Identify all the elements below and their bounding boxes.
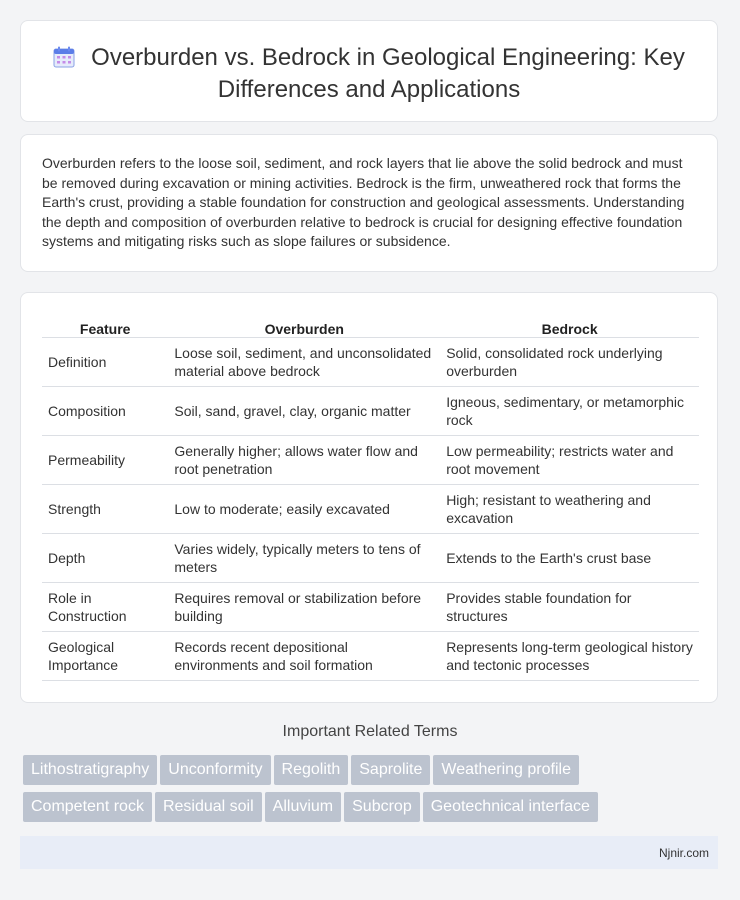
- related-term-tag[interactable]: Competent rock: [23, 792, 152, 822]
- table-row: [42, 338, 699, 387]
- table-body: [42, 338, 699, 681]
- comparison-card: [20, 292, 718, 703]
- cell-overburden: Records recent depositional environments and soil formation: [168, 632, 440, 681]
- cell-overburden: Low to moderate; easily excavated: [168, 485, 440, 534]
- cell-overburden: Loose soil, sediment, and unconsolidated material above bedrock: [168, 338, 440, 387]
- cell-bedrock: Extends to the Earth's crust base: [440, 534, 699, 583]
- header-feature: Feature: [42, 315, 168, 338]
- related-term-tag[interactable]: Regolith: [274, 755, 349, 785]
- title-line-1: Overburden vs. Bedrock in Geological Engineering: Key: [91, 44, 685, 71]
- table-header-row: [42, 315, 699, 338]
- header-overburden: Overburden: [168, 315, 440, 338]
- table-row: [42, 485, 699, 534]
- related-term-tag[interactable]: Unconformity: [160, 755, 270, 785]
- related-terms-list: [23, 755, 723, 829]
- cell-feature: Permeability: [42, 436, 168, 485]
- cell-feature: Composition: [42, 387, 168, 436]
- related-term-tag[interactable]: Geotechnical interface: [423, 792, 598, 822]
- cell-bedrock: Provides stable foundation for structures: [440, 583, 699, 632]
- title-line-2: Differences and Applications: [217, 76, 521, 103]
- cell-bedrock: High; resistant to weathering and excavation: [440, 485, 699, 534]
- title-card: [20, 20, 718, 122]
- related-term-tag[interactable]: Residual soil: [155, 792, 262, 822]
- page-title: [21, 43, 717, 104]
- cell-feature: Role in Construction: [42, 583, 168, 632]
- cell-overburden: Generally higher; allows water flow and root penetration: [168, 436, 440, 485]
- table-row: [42, 583, 699, 632]
- related-term-tag[interactable]: Alluvium: [265, 792, 341, 822]
- table-row: [42, 387, 699, 436]
- cell-overburden: Soil, sand, gravel, clay, organic matter: [168, 387, 440, 436]
- table-row: [42, 436, 699, 485]
- comparison-table: [42, 315, 699, 681]
- cell-feature: Strength: [42, 485, 168, 534]
- cell-feature: Definition: [42, 338, 168, 387]
- footer: [20, 836, 718, 869]
- table-row: [42, 632, 699, 681]
- cell-bedrock: Solid, consolidated rock underlying overburden: [440, 338, 699, 387]
- related-term-tag[interactable]: Subcrop: [344, 792, 420, 822]
- cell-feature: Depth: [42, 534, 168, 583]
- cell-bedrock: Igneous, sedimentary, or metamorphic rock: [440, 387, 699, 436]
- related-term-tag[interactable]: Lithostratigraphy: [23, 755, 157, 785]
- cell-overburden: Requires removal or stabilization before building: [168, 583, 440, 632]
- intro-card: [20, 134, 718, 272]
- related-term-tag[interactable]: Saprolite: [351, 755, 430, 785]
- cell-bedrock: Represents long-term geological history and tectonic processes: [440, 632, 699, 681]
- header-bedrock: Bedrock: [440, 315, 699, 338]
- intro-paragraph: Overburden refers to the loose soil, sediment, and rock layers that lie above the solid bedrock and must be removed during excavation or mining activities. Bedrock is the firm, unweathered rock that forms the Earth's crust, providing a stable foundation for construction and geological assessments. Understanding the depth and composition of overburden relative to bedrock is crucial for designing effective foundation systems and mitigating risks such as slope failures or subsidence.: [42, 155, 685, 249]
- cell-feature: Geological Importance: [42, 632, 168, 681]
- table-row: [42, 534, 699, 583]
- related-terms-title: Important Related Terms: [282, 723, 458, 740]
- related-term-tag[interactable]: Weathering profile: [433, 755, 579, 785]
- calendar-icon: [53, 46, 75, 75]
- footer-site[interactable]: Njnir.com: [658, 846, 709, 860]
- cell-overburden: Varies widely, typically meters to tens of meters: [168, 534, 440, 583]
- cell-bedrock: Low permeability; restricts water and root movement: [440, 436, 699, 485]
